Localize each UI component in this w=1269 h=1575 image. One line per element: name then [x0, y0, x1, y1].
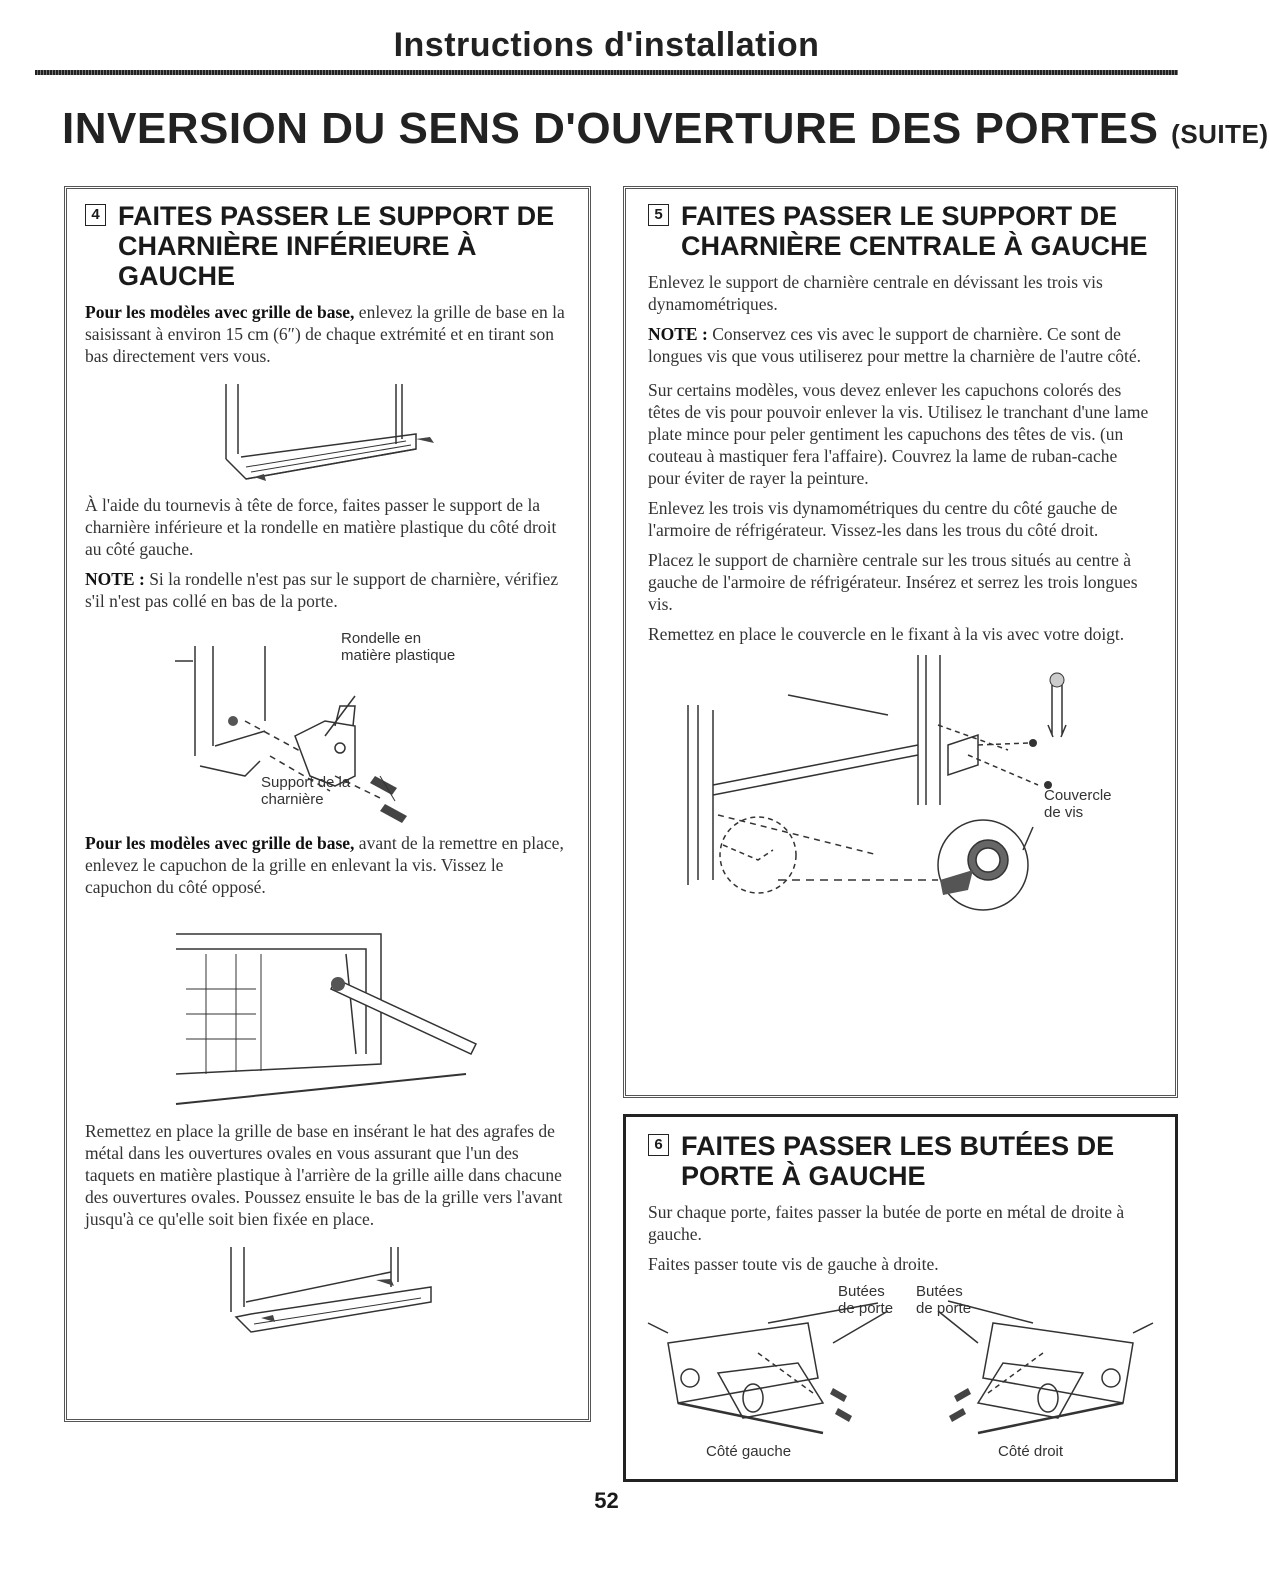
- step-5-paragraph-1: Enlevez le support de charnière centrale en dévissant les trois vis dynamométriques.: [648, 272, 1103, 314]
- step-5-paragraph-5: Placez le support de charnière centrale sur les trous situés au centre à gauche de l'armoire de réfrigérateur. Insérez et serrez les trois longues vis.: [648, 550, 1138, 614]
- step-4-p1-text: enlevez la grille de base en la saisissant à environ 15 cm (6″) de chaque extrémité et en tirant son bas directement vers vous.: [85, 302, 565, 366]
- step-4-heading: [85, 201, 566, 291]
- step-4-p4-text: avant de la remettre en place, enlevez le capuchon de la grille en enlevant la vis. Vissez le capuchon du côté opposé.: [85, 833, 564, 897]
- step-5-paragraph-6: Remettez en place le couvercle en le fixant à la vis avec votre doigt.: [648, 624, 1125, 644]
- door-stops-illustration: [648, 1283, 1153, 1463]
- door-stops-figure: [648, 1283, 1153, 1463]
- step-6-paragraph-2: Faites passer toute vis de gauche à droite.: [648, 1254, 939, 1274]
- step-4-paragraph-3: [85, 568, 566, 612]
- step-6-title: FAITES PASSER LES BUTÉES DE PORTE À GAUCHE: [681, 1131, 1115, 1191]
- center-hinge-illustration: [648, 655, 1148, 890]
- step-5-note-label: NOTE :: [648, 324, 708, 344]
- step-5-paragraph-3: Sur certains modèles, vous devez enlever les capuchons colorés des têtes de vis pour pouvoir enlever la vis. Utilisez le tranchant d'une lame plate mince pour peler gentiment les capuchons des têtes de vis. (un couteau à mastiquer fera l'affaire). Couvrez la lame de ruban-cache pour éviter de rayer la peinture.: [648, 380, 1149, 488]
- lower-hinge-figure: [85, 626, 566, 826]
- callout-door-stops-left: Butées de porte: [838, 1283, 894, 1317]
- step-6-number: 6: [648, 1134, 669, 1156]
- callout-left-side: Côté gauche: [706, 1443, 792, 1460]
- step-5-number: 5: [648, 204, 669, 226]
- step-4-title: FAITES PASSER LE SUPPORT DE CHARNIÈRE INFÉRIEURE À GAUCHE: [118, 201, 555, 291]
- base-grille-removal-illustration: [206, 379, 446, 484]
- step-4-note-text: Si la rondelle n'est pas sur le support de charnière, vérifiez s'il n'est pas collé en bas de la porte.: [85, 569, 559, 611]
- callout-hinge-bracket: Support de la charnière: [261, 774, 351, 808]
- step-5-paragraph-4: Enlevez les trois vis dynamométriques du centre du côté gauche de l'armoire de réfrigérateur. Vissez-les dans les trous du côté droit.: [648, 498, 1118, 540]
- page-heading-suffix: (SUITE): [1171, 119, 1269, 149]
- step-5-note-text: Conservez ces vis avec le support de charnière. Ce sont de longues vis que vous utiliserez pour mettre la charnière de l'autre côté.: [648, 324, 1141, 366]
- step-4-paragraph-5: Remettez en place la grille de base en insérant le hat des agrafes de métal dans les ouvertures ovales en vous assurant que l'un des taquets en matière plastique à l'arrière de la grille aille dans chacune des ouvertures ovales. Poussez ensuite le bas de la grille vers l'avant jusqu'à ce qu'elle soit bien fixée en place.: [85, 1121, 563, 1229]
- step-4-paragraph-4: [85, 832, 566, 898]
- callout-plastic-washer: Rondelle en matière plastique: [341, 630, 456, 664]
- page-heading-text: INVERSION DU SENS D'OUVERTURE DES PORTES: [62, 104, 1159, 153]
- step-4-box: [64, 186, 591, 1422]
- step-4-paragraph-2: À l'aide du tournevis à tête de force, faites passer le support de la charnière inférieure et la rondelle en matière plastique du côté droit au côté gauche.: [85, 495, 557, 559]
- header-divider: [35, 70, 1178, 75]
- callout-right-side: Côté droit: [998, 1443, 1064, 1460]
- page-number: 52: [594, 1488, 619, 1513]
- step-4-paragraph-1: [85, 301, 566, 367]
- step-5-heading: [648, 201, 1153, 261]
- step-5-box: [623, 186, 1178, 1098]
- step-5-title: FAITES PASSER LE SUPPORT DE CHARNIÈRE CENTRALE À GAUCHE: [681, 201, 1148, 261]
- step-5-paragraph-2: [648, 323, 1153, 367]
- step-4-p4-bold: Pour les modèles avec grille de base,: [85, 833, 355, 853]
- page-heading: [62, 104, 1269, 154]
- grille-reinstall-illustration: [206, 1242, 446, 1337]
- step-4-note-label: NOTE :: [85, 569, 145, 589]
- step-4-number: 4: [85, 204, 106, 226]
- document-header-title: Instructions d'installation: [393, 26, 820, 64]
- callout-screw-cover: Couvercle de vis: [1044, 787, 1112, 821]
- step-6-heading: [648, 1131, 1153, 1191]
- step-6-box: [623, 1114, 1178, 1482]
- step-6-paragraph-1: Sur chaque porte, faites passer la butée de porte en métal de droite à gauche.: [648, 1202, 1125, 1244]
- step-4-p1-bold: Pour les modèles avec grille de base,: [85, 302, 355, 322]
- grille-cap-screwdriver-illustration: [166, 914, 486, 1104]
- callout-door-stops-right: Butées de porte: [916, 1283, 972, 1317]
- center-hinge-figure: [648, 655, 1153, 890]
